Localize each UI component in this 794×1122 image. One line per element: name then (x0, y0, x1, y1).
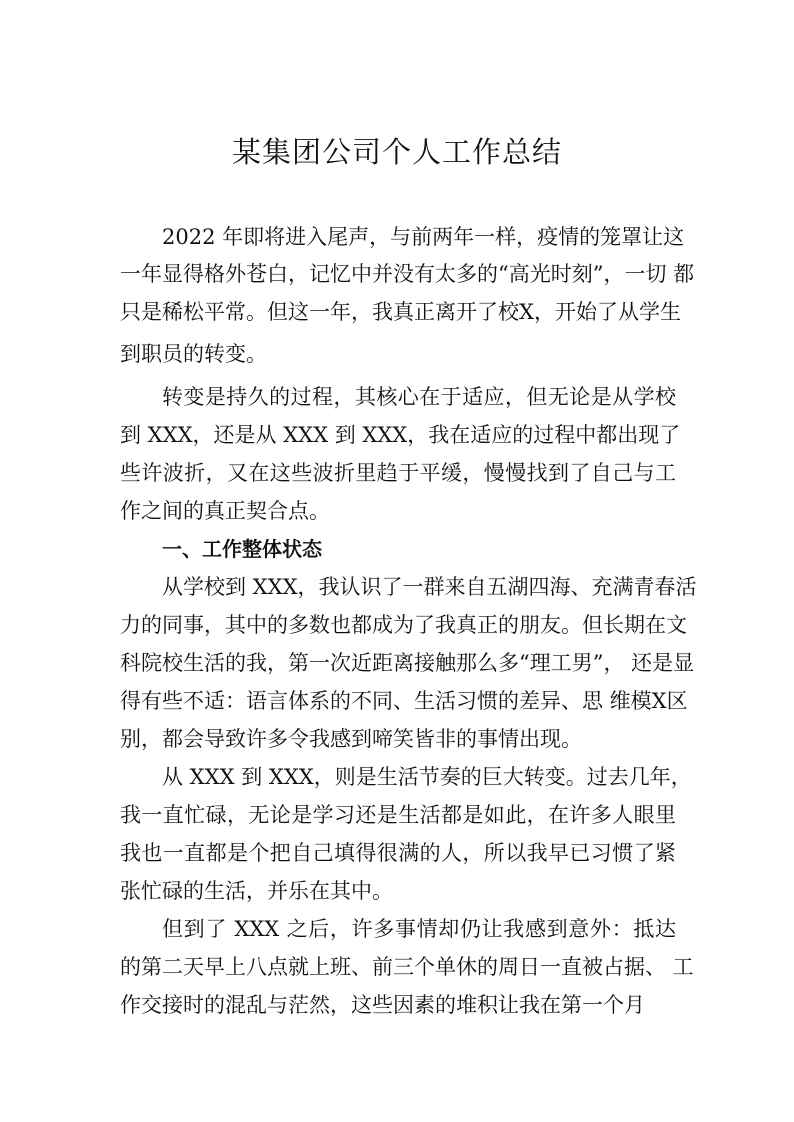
paragraph-line: 我也一直都是个把自己填得很满的人，所以我早已习惯了紧 (120, 841, 676, 865)
section-heading: 一、工作整体状态 (162, 537, 322, 561)
paragraph-line: 张忙碌的生活，并乐在其中。 (120, 879, 393, 903)
paragraph-line: 的第二天早上八点就上班、前三个单休的周日一直被占据、 工 (120, 955, 694, 979)
paragraph-line: 从学校到 XXX，我认识了一群来自五湖四海、充满青春活 (162, 575, 697, 599)
paragraph-line: 作之间的真正契合点。 (120, 499, 330, 523)
paragraph-line: 作交接时的混乱与茫然，这些因素的堆积让我在第一个月 (120, 993, 645, 1017)
paragraph-line: 2022 年即将进入尾声，与前两年一样，疫情的笼罩让这 (162, 225, 685, 249)
paragraph-line: 力的同事，其中的多数也都成为了我真正的朋友。但长期在文 (120, 613, 687, 637)
paragraph-line: 得有些不适：语言体系的不同、生活习惯的差异、思 维模X区 (120, 689, 688, 713)
paragraph-line: 到职员的转变。 (120, 342, 267, 366)
paragraph-line: 我一直忙碌，无论是学习还是生活都是如此，在许多人眼里 (120, 803, 676, 827)
paragraph-line: 一年显得格外苍白，记忆中并没有太多的“高光时刻”，一切 都 (120, 262, 695, 286)
paragraph-line: 科院校生活的我，第一次近距离接触那么多“理工男”， 还是显 (120, 651, 695, 675)
paragraph-line: 只是稀松平常。但这一年，我真正离开了校X，开始了从学生 (120, 300, 681, 324)
paragraph-line: 但到了 XXX 之后，许多事情却仍让我感到意外：抵达 (162, 917, 676, 941)
paragraph-line: 从 XXX 到 XXX，则是生活节奏的巨大转变。过去几年， (162, 765, 692, 789)
paragraph-line: 转变是持久的过程，其核心在于适应，但无论是从学校 (162, 385, 676, 409)
paragraph-line: 到 XXX，还是从 XXX 到 XXX，我在适应的过程中都出现了 (120, 423, 681, 447)
paragraph-line: 些许波折，又在这些波折里趋于平缓，慢慢找到了自己与工 (120, 461, 676, 485)
paragraph-line: 别，都会导致许多令我感到啼笑皆非的事情出现。 (120, 727, 582, 751)
document-title: 某集团公司个人工作总结 (231, 135, 562, 169)
